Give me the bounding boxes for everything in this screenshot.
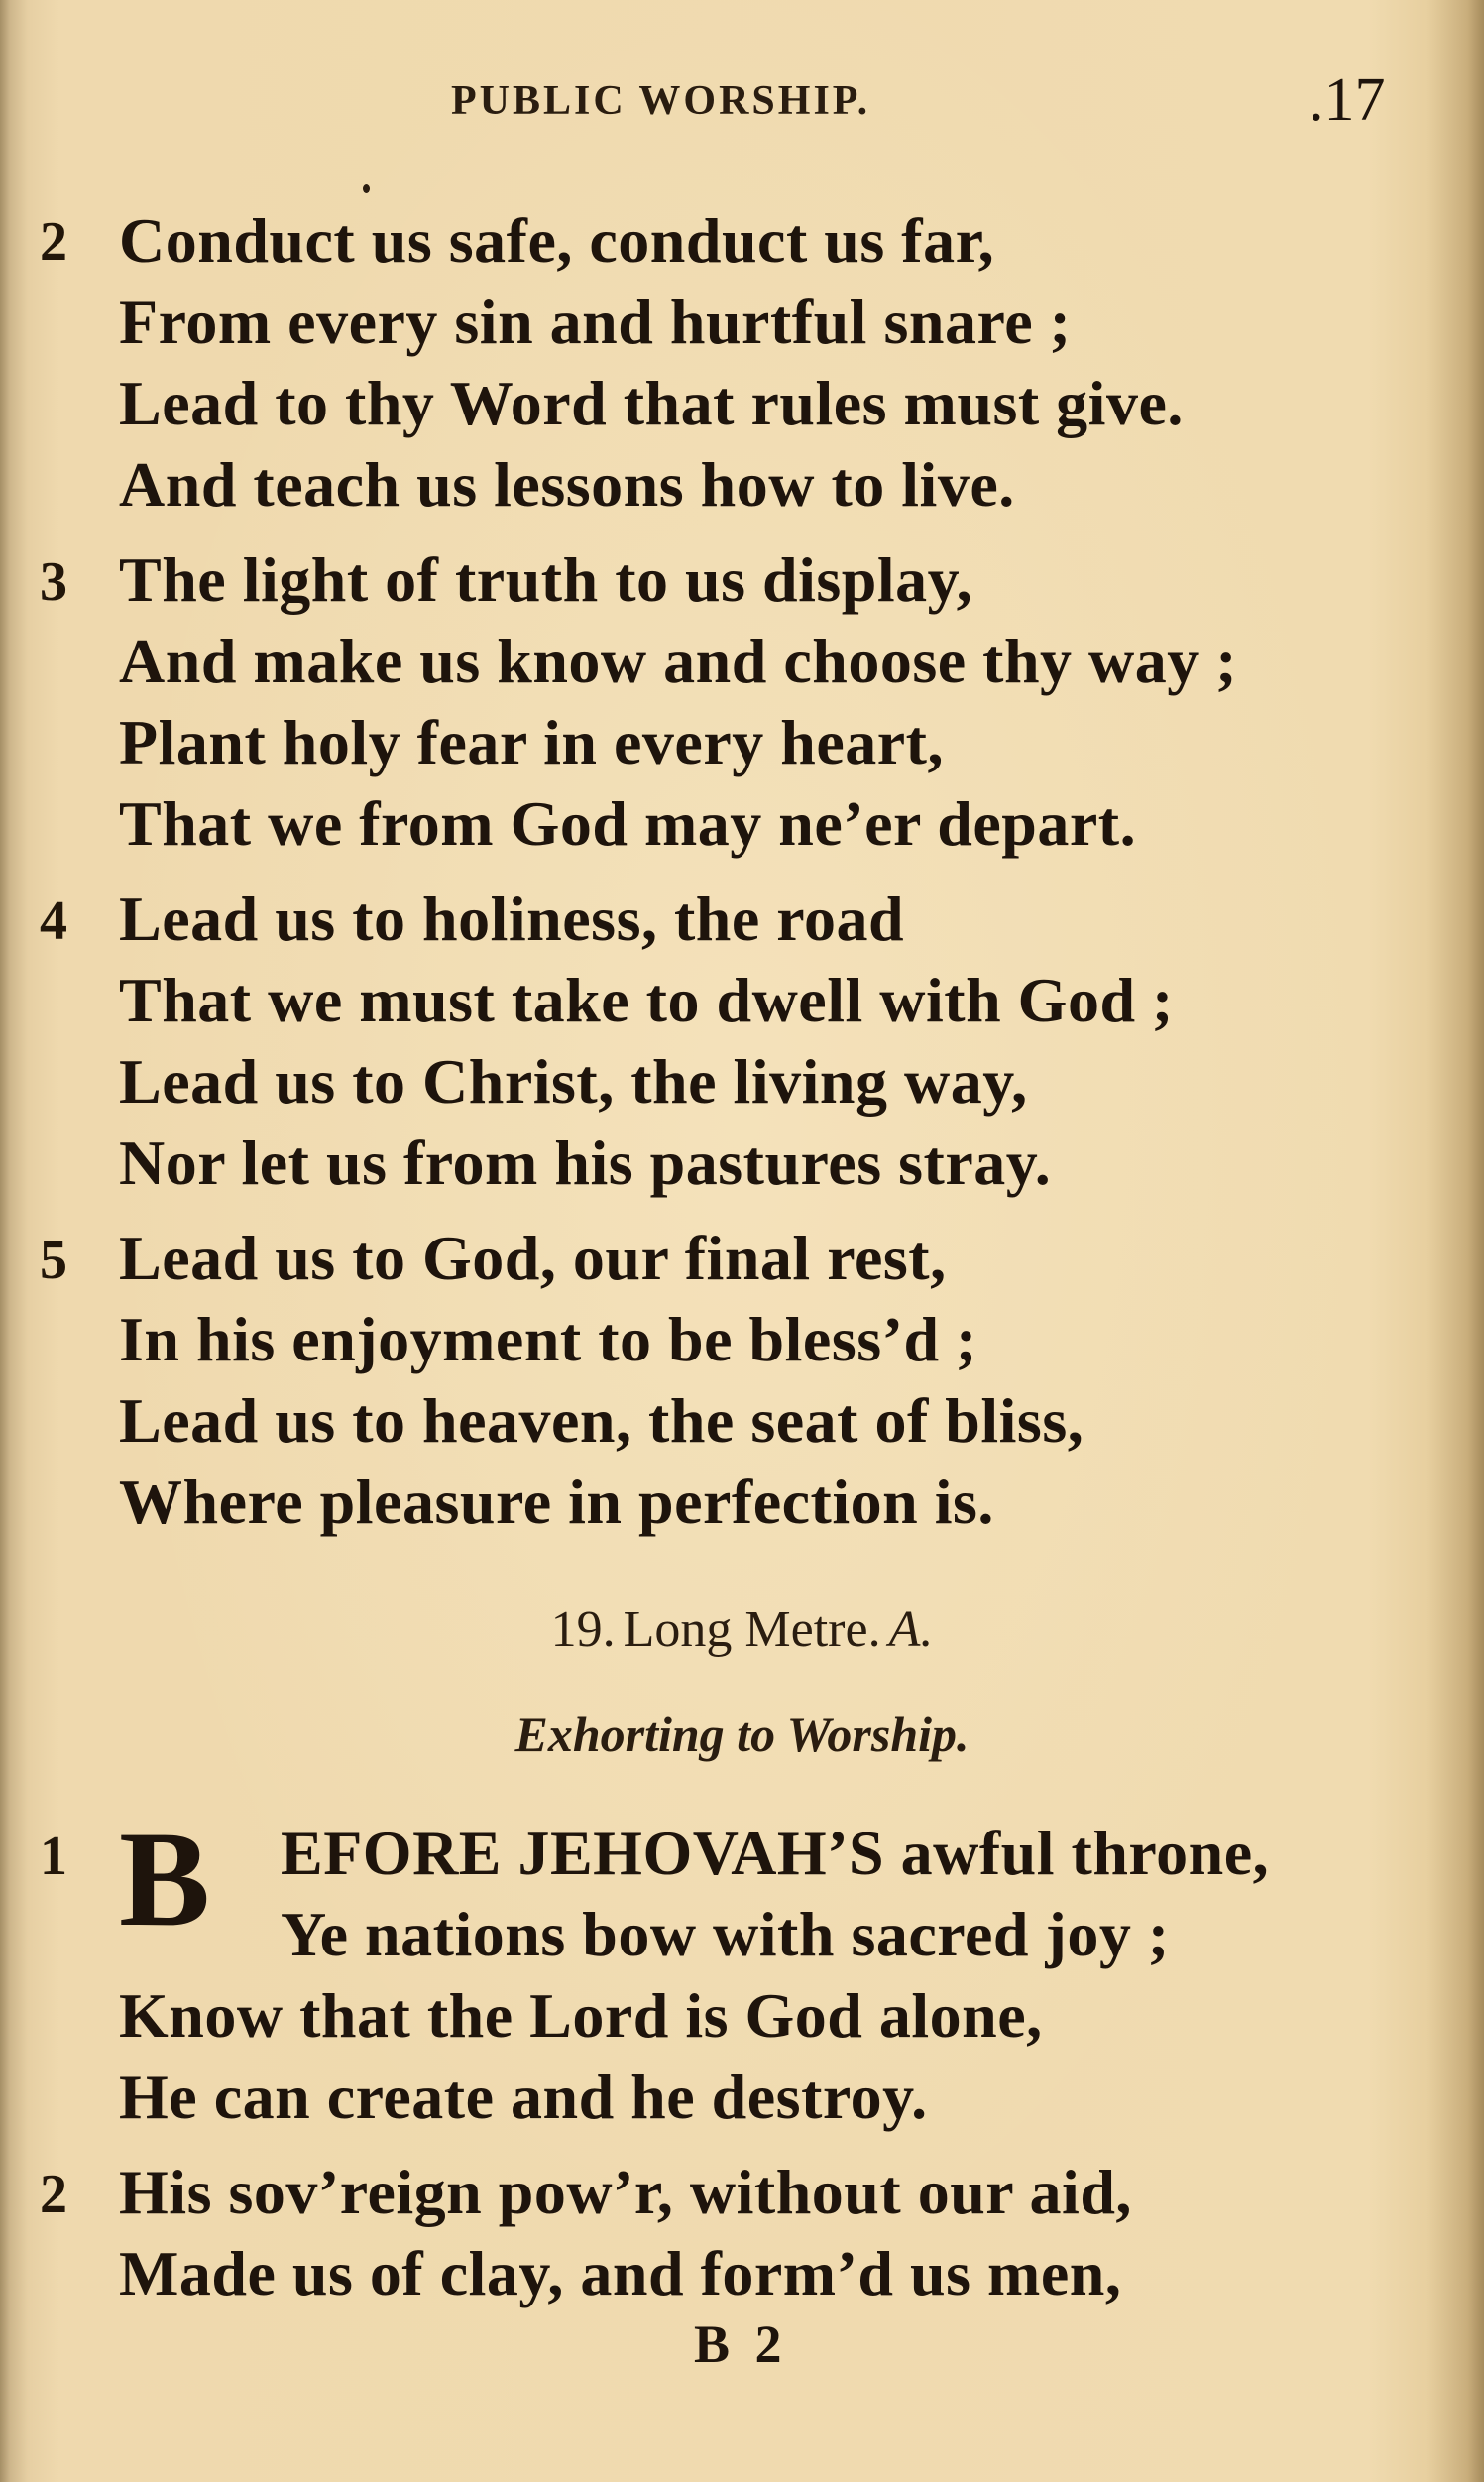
verse-line: Lead to thy Word that rules must give.	[119, 368, 1184, 438]
verse-line: Know that the Lord is God alone,	[119, 1980, 1043, 2051]
page-number: .17	[1309, 66, 1386, 134]
running-head	[0, 66, 1484, 134]
verse-line: The light of truth to us display,	[119, 544, 973, 615]
stanza-number: 3	[40, 551, 67, 613]
verse-line: Conduct us safe, conduct us far,	[119, 205, 995, 276]
hymn-heading	[0, 1600, 1484, 1659]
stanza-number: 4	[40, 890, 67, 952]
hymn-subject-line	[0, 1706, 1484, 1763]
verse-line: In his enjoyment to be bless’d ;	[119, 1304, 977, 1374]
running-title: PUBLIC WORSHIP.	[451, 78, 871, 124]
verse-line: Lead us to holiness, the road	[119, 884, 905, 954]
verse-line: And make us know and choose thy way ;	[119, 626, 1238, 696]
verse-line: Where pleasure in perfection is.	[119, 1467, 994, 1537]
verse-line: Nor let us from his pastures stray.	[119, 1127, 1052, 1198]
hymn-meter: Long Metre.	[623, 1601, 881, 1658]
ink-speck	[363, 184, 370, 193]
verse-line: Made us of clay, and form’d us men,	[119, 2238, 1122, 2308]
drop-cap: B	[119, 1803, 211, 1954]
signature-mark: B 2	[694, 2314, 788, 2374]
stanza-number: 1	[40, 1826, 67, 1887]
verse-line: From every sin and hurtful snare ;	[119, 287, 1072, 357]
stanza-number: 5	[40, 1230, 67, 1291]
hymn-subject: Exhorting to Worship.	[514, 1707, 970, 1762]
hymn-tune-mark: A.	[888, 1601, 934, 1658]
verse-line: And teach us lessons how to live.	[119, 449, 1015, 520]
verse-line: Plant holy fear in every heart,	[119, 707, 944, 777]
verse-line: His sov’reign pow’r, without our aid,	[119, 2157, 1132, 2227]
verse-line: That we must take to dwell with God ;	[119, 965, 1174, 1035]
verse-line: Lead us to God, our final rest,	[119, 1223, 947, 1293]
verse-line: EFORE JEHOVAH’S awful throne,	[281, 1818, 1270, 1888]
verse-line: That we from God may ne’er depart.	[119, 788, 1137, 859]
stanza-number: 2	[40, 211, 67, 273]
verse-line: Lead us to heaven, the seat of bliss,	[119, 1385, 1084, 1456]
stanza-number: 2	[40, 2164, 67, 2225]
hymn-number: 19.	[550, 1601, 616, 1658]
verse-line: He can create and he destroy.	[119, 2062, 928, 2132]
verse-line: Lead us to Christ, the living way,	[119, 1046, 1028, 1117]
verse-line: Ye nations bow with sacred joy ;	[281, 1899, 1170, 1969]
